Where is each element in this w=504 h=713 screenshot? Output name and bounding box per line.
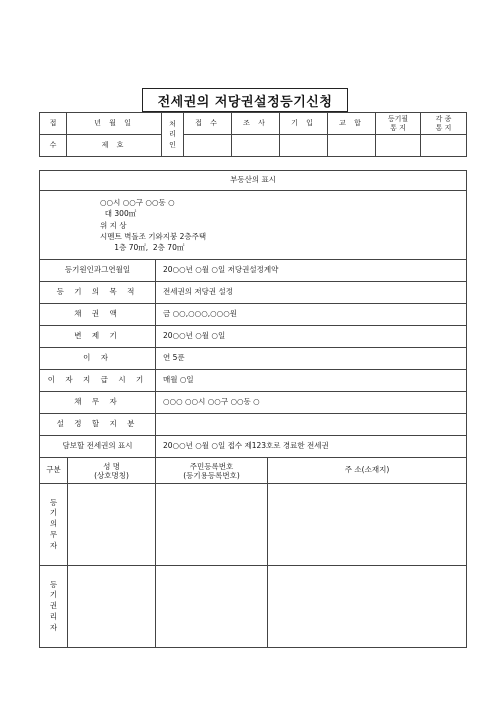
- row-interest-payment: [40, 370, 467, 392]
- col-type-header: 구분: [40, 458, 68, 484]
- row-value: 매월 ○일: [156, 370, 467, 392]
- holder-id-cell[interactable]: [156, 566, 268, 648]
- receipt-date-label: 년 월 일: [67, 113, 162, 135]
- cell-completion-notice: [376, 135, 421, 157]
- row-secured-lease: [40, 436, 467, 458]
- header-verify: 교 합: [328, 113, 376, 135]
- col-id-header: 주민등록번호 (등기용등록번호): [156, 458, 268, 484]
- row-purpose: [40, 282, 467, 304]
- document-title: 전세권의 저당권설정등기신청: [142, 88, 348, 112]
- obligor-id-cell[interactable]: [156, 484, 268, 566]
- holder-name-cell[interactable]: [68, 566, 156, 648]
- row-label: 설 정 할 지 분: [40, 414, 156, 436]
- receipt-number-label: 제 호: [67, 135, 162, 157]
- cell-receipt-stamp: [184, 135, 232, 157]
- receipt-table: [39, 112, 467, 157]
- property-description: ○○시 ○○구 ○○동 ○ 대 300㎡ 위 지 상 시멘트 벽돌조 기와지붕 2층주택 1층 70㎡, 2층 70㎡: [40, 191, 467, 260]
- row-label: 등기원인과그연월일: [40, 260, 156, 282]
- header-entry: 기 입: [280, 113, 328, 135]
- row-due-date: [40, 326, 467, 348]
- obligor-name-cell[interactable]: [68, 484, 156, 566]
- row-value: 20○○년 ○월 ○일 저당권설정계약: [156, 260, 467, 282]
- col-address-header: 주 소(소재지): [268, 458, 467, 484]
- row-label: 담보할 전세권의 표시: [40, 436, 156, 458]
- receipt-label-bottom: 수: [40, 135, 67, 157]
- row-value: 전세권의 저당권 설정: [156, 282, 467, 304]
- cell-misc-notice: [421, 135, 467, 157]
- row-value: [156, 414, 467, 436]
- obligor-address-cell[interactable]: [268, 484, 467, 566]
- application-table: [39, 170, 467, 648]
- col-name-header: 성 명 (상호명칭): [68, 458, 156, 484]
- cell-review-stamp: [232, 135, 280, 157]
- row-interest: [40, 348, 467, 370]
- holder-address-cell[interactable]: [268, 566, 467, 648]
- cell-verify-stamp: [328, 135, 376, 157]
- row-value: 20○○년 ○월 ○일: [156, 326, 467, 348]
- holder-row: [40, 566, 467, 648]
- cell-entry-stamp: [280, 135, 328, 157]
- process-seal-label: 처 리 인: [162, 113, 184, 157]
- row-debtor: [40, 392, 467, 414]
- row-label: 채 권 액: [40, 304, 156, 326]
- row-label: 변 제 기: [40, 326, 156, 348]
- row-value: 연 5푼: [156, 348, 467, 370]
- header-misc-notice: 각 종 통 지: [421, 113, 467, 135]
- row-share: [40, 414, 467, 436]
- row-claim-amount: [40, 304, 467, 326]
- header-review: 조 사: [232, 113, 280, 135]
- row-label: 이 자 지 급 시 기: [40, 370, 156, 392]
- row-label: 이 자: [40, 348, 156, 370]
- row-value: 금 ○○,○○○,○○○원: [156, 304, 467, 326]
- property-header: 부동산의 표시: [40, 171, 467, 191]
- row-label: 채 무 자: [40, 392, 156, 414]
- obligor-row: [40, 484, 467, 566]
- row-cause-date: [40, 260, 467, 282]
- parties-header-row: [40, 458, 467, 484]
- receipt-label-top: 접: [40, 113, 67, 135]
- row-value: 20○○년 ○월 ○일 접수 제123호로 경료한 전세권: [156, 436, 467, 458]
- header-completion-notice: 등기필 통 지: [376, 113, 421, 135]
- row-label: 등 기 의 목 적: [40, 282, 156, 304]
- holder-label: 등 기 권 리 자: [40, 566, 68, 648]
- obligor-label: 등 기 의 무 자: [40, 484, 68, 566]
- header-receipt: 접 수: [184, 113, 232, 135]
- row-value: ○○○ ○○시 ○○구 ○○동 ○: [156, 392, 467, 414]
